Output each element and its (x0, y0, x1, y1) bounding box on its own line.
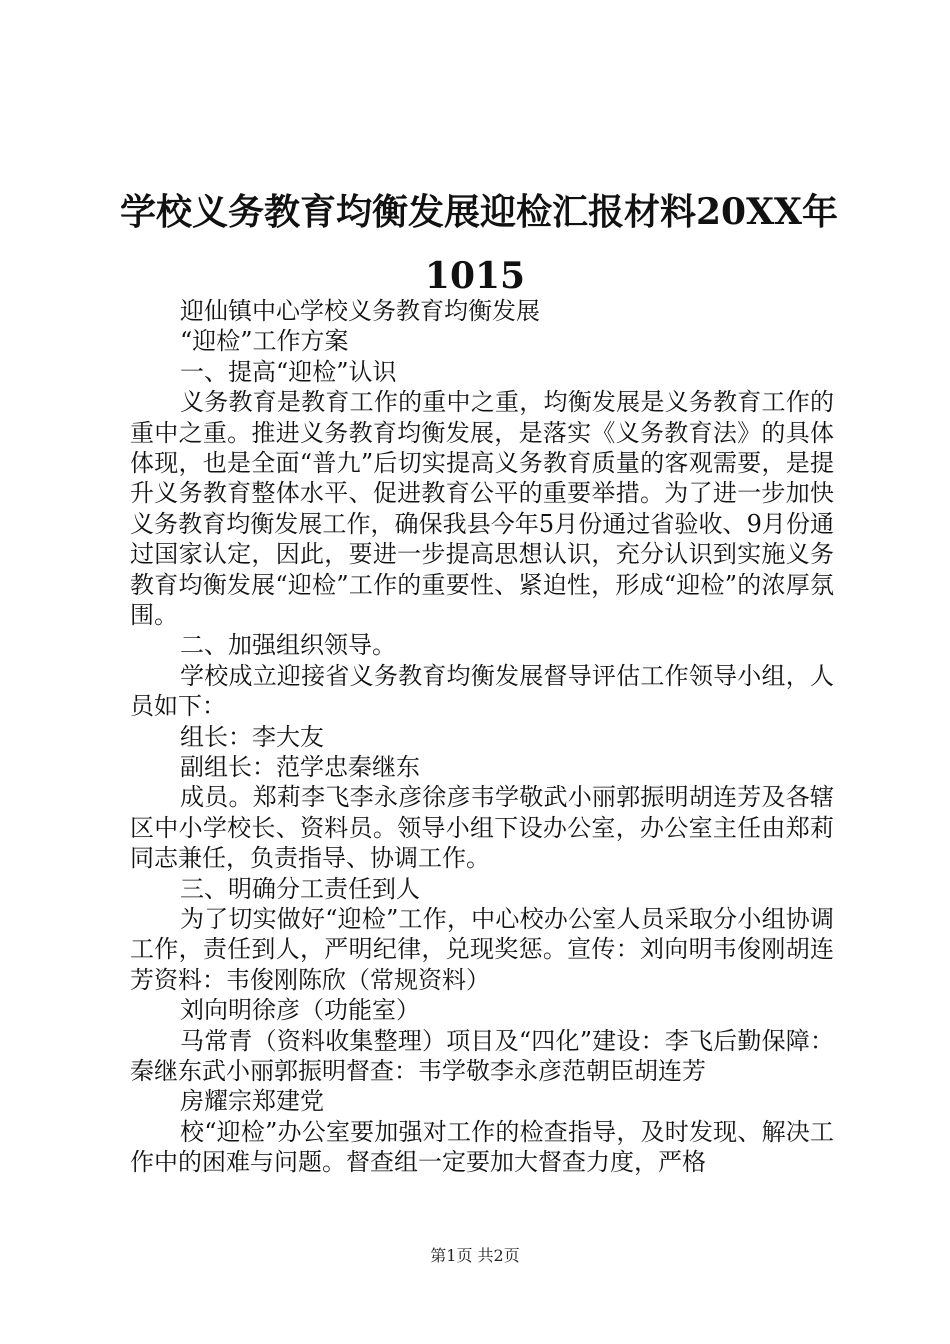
paragraph-1: 义务教育是教育工作的重中之重，均衡发展是义务教育工作的重中之重。推进义务教育均衡发展，是落实《义务教育法》的具体体现，也是全面“普九”后切实提高义务教育质量的客观需要，是提升义务教育整体水平、促进教育公平的重要举措。为了进一步加快义务教育均衡发展工作，确保我县今年5月份通过省验收、9月份通过国家认定，因此，要进一步提高思想认识，充分认识到实施义务教育均衡发展“迎检”工作的重要性、紧迫性，形成“迎检”的浓厚氛围。 (130, 388, 834, 630)
section-heading-1: 一、提高“迎检”认识 (180, 357, 397, 386)
paragraph-5: 马常青（资料收集整理）项目及“四化”建设：李飞后勤保障：秦继东武小丽郭振明督查：韦学敬李永彦范朝臣胡连芳 (130, 1026, 834, 1086)
section-heading-2: 二、加强组织领导。 (180, 631, 396, 660)
document-body (130, 296, 834, 1178)
section-heading-3: 三、明确分工责任到人 (180, 874, 420, 903)
subtitle-line-1: 迎仙镇中心学校义务教育均衡发展 (180, 297, 540, 325)
vice-leader-line: 副组长：范学忠秦继东 (180, 753, 420, 782)
names-line: 房耀宗郑建党 (180, 1087, 324, 1116)
paragraph-4: 为了切实做好“迎检”工作，中心校办公室人员采取分小组协调工作，责任到人，严明纪律，兑现奖惩。宣传：刘向明韦俊刚胡连芳资料：韦俊刚陈欣（常规资料） (130, 905, 834, 994)
document-title (120, 180, 838, 308)
title-line-2: 1015 (424, 255, 526, 297)
paragraph-3: 成员。郑莉李飞李永彦徐彦韦学敬武小丽郭振明胡连芳及各辖区中小学校长、资料员。领导小组下设办公室，办公室主任由郑莉同志兼任，负责指导、协调工作。 (130, 783, 834, 873)
subtitle-line-2: “迎检”工作方案 (180, 327, 349, 356)
title-line-1: 学校义务教育均衡发展迎检汇报材料20XX年 (120, 191, 838, 233)
page-footer: 第1页 共2页 (430, 1246, 520, 1265)
paragraph-6: 校“迎检”办公室要加强对工作的检查指导，及时发现、解决工作中的困难与问题。督查组一定要加大督查力度，严格 (130, 1117, 834, 1177)
leader-line: 组长：李大友 (180, 722, 324, 751)
function-room-line: 刘向明徐彦（功能室） (180, 996, 420, 1025)
paragraph-2: 学校成立迎接省义务教育均衡发展督导评估工作领导小组，人员如下： (130, 661, 834, 721)
